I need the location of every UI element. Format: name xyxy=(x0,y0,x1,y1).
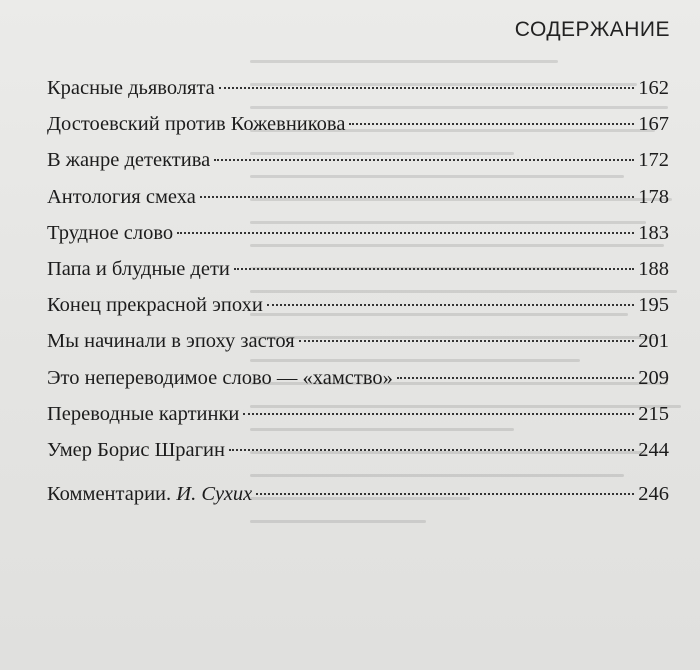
toc-leader-dots xyxy=(397,377,634,379)
toc-entry-title-text: Умер Борис Шрагин xyxy=(47,438,226,461)
toc-entry-title xyxy=(47,251,230,287)
toc-entry-title xyxy=(47,215,173,251)
toc-entry-page-number: 246 xyxy=(638,483,669,506)
toc-entry-title xyxy=(47,476,252,512)
toc-entry-title xyxy=(47,106,345,142)
toc-entry-author: И. Сухих xyxy=(176,483,253,506)
toc-entry xyxy=(47,287,669,323)
toc-entry-page-number: 172 xyxy=(638,149,669,172)
toc-leader-dots xyxy=(200,196,634,198)
toc-entry-title xyxy=(47,432,225,468)
toc-entry xyxy=(47,70,669,106)
toc-entry-page-number: 162 xyxy=(638,77,669,99)
toc-entry xyxy=(47,215,669,251)
toc-entry-title-text: Красные дьяволята xyxy=(47,77,215,99)
toc-entry-page-number: 167 xyxy=(638,113,669,136)
toc-entry xyxy=(47,360,669,396)
toc-leader-dots xyxy=(229,449,634,451)
toc-entry-title xyxy=(47,179,196,215)
toc-entry-title-text: Трудное слово xyxy=(47,221,174,244)
toc-entry xyxy=(47,432,669,468)
toc-entry-page-number: 183 xyxy=(638,221,669,244)
toc-entry-title-text: Это непереводимое слово — «хамство» xyxy=(47,366,393,389)
toc-entry-page-number: 178 xyxy=(638,185,669,208)
toc-entry xyxy=(47,323,669,359)
toc-entry-title-text: Конец прекрасной эпохи xyxy=(47,294,263,317)
toc-entry-title-text: Переводные картинки xyxy=(47,402,240,425)
toc-entry-title-text: Комментарии. xyxy=(47,483,177,506)
toc-entry-title-text: Достоевский против Кожевникова xyxy=(47,113,346,136)
toc-leader-dots xyxy=(177,232,634,234)
toc-entry-title-text: В жанре детектива xyxy=(47,149,211,172)
toc-entry-title xyxy=(47,70,215,106)
toc-entry-page-number: 215 xyxy=(638,402,669,425)
toc-leader-dots xyxy=(256,493,634,495)
page-title: СОДЕРЖАНИЕ xyxy=(514,18,670,41)
toc-entry xyxy=(47,251,669,287)
toc-entry xyxy=(47,179,669,215)
toc-entry-page-number: 201 xyxy=(638,330,669,353)
toc-leader-dots xyxy=(299,340,635,342)
toc-entry-title xyxy=(47,287,263,323)
toc-leader-dots xyxy=(349,123,634,125)
toc-entry-title xyxy=(47,323,295,359)
toc-leader-dots xyxy=(243,413,634,415)
toc-entry-title xyxy=(47,360,393,396)
toc-leader-dots xyxy=(219,87,634,89)
toc-entry-title xyxy=(47,142,210,178)
toc-leader-dots xyxy=(267,304,634,306)
toc-entry-title-text: Антология смеха xyxy=(47,185,196,208)
toc-entry xyxy=(47,106,669,142)
toc-entry-page-number: 244 xyxy=(638,438,669,461)
toc-entry-title xyxy=(47,396,239,432)
toc-leader-dots xyxy=(234,268,634,270)
toc-entry-page-number: 209 xyxy=(638,366,669,389)
toc-entry-title-text: Папа и блудные дети xyxy=(47,257,230,280)
toc-entry-page-number: 195 xyxy=(638,294,669,317)
toc-entry xyxy=(47,476,669,512)
toc-entry xyxy=(47,142,669,178)
toc-entry xyxy=(47,396,669,432)
toc-leader-dots xyxy=(214,159,634,161)
toc-entry-page-number: 188 xyxy=(638,257,669,280)
table-of-contents xyxy=(47,70,669,512)
toc-entry-title-text: Мы начинали в эпоху застоя xyxy=(47,330,295,353)
